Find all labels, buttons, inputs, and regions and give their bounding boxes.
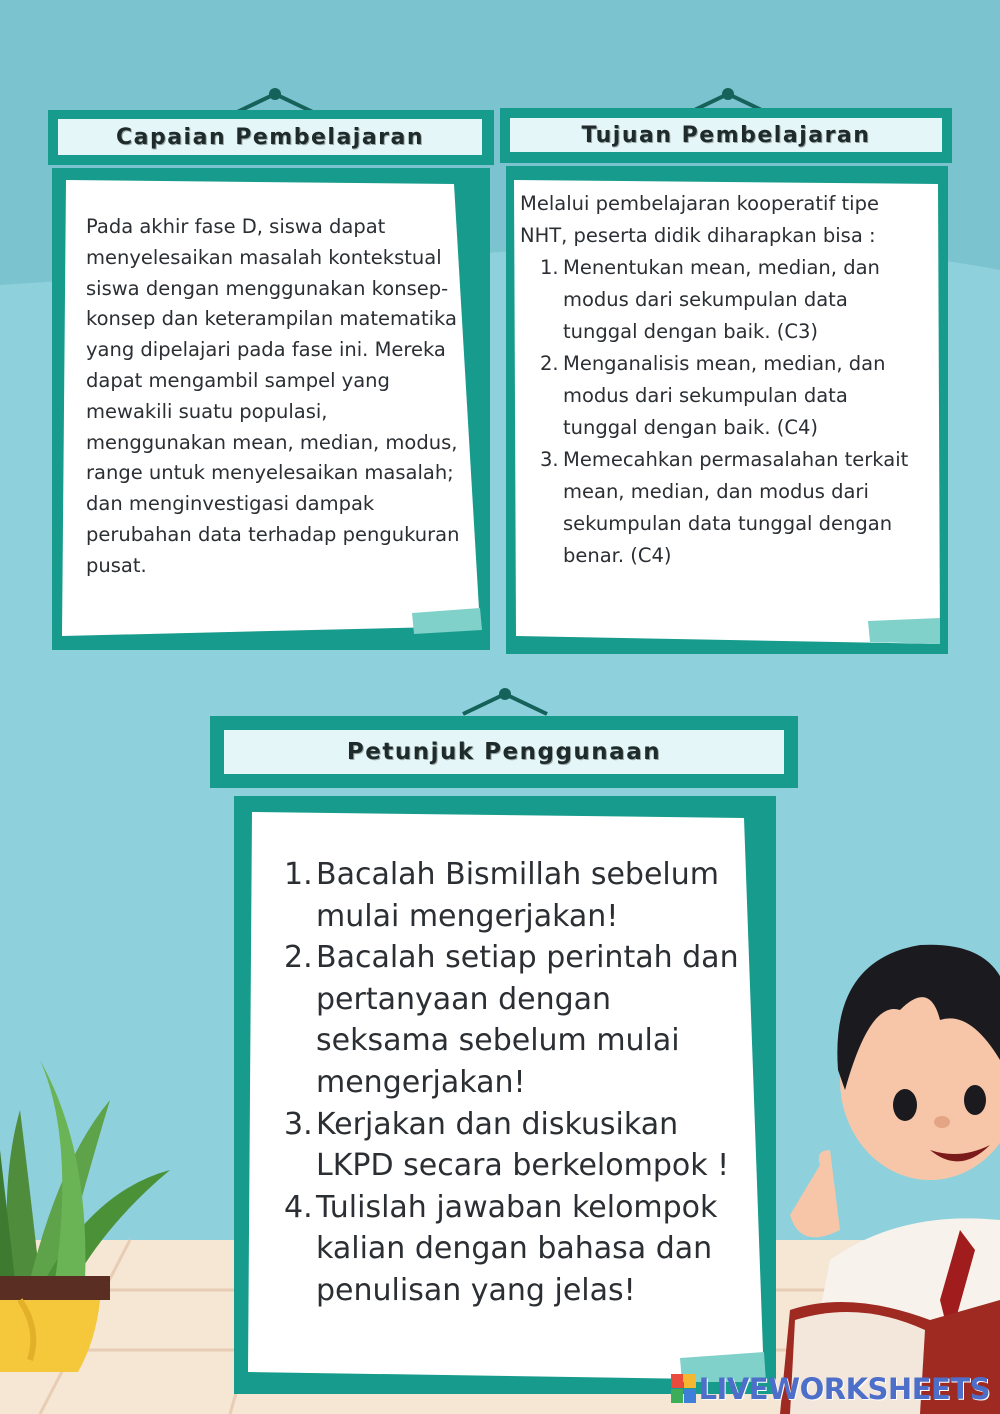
list-item-number: 4.: [284, 1189, 313, 1225]
capaian-title: Capaian Pembelajaran: [115, 124, 425, 150]
list-item: [284, 1104, 744, 1187]
capaian-body: Pada akhir fase D, siswa dapat menyelesaikan masalah kontekstual siswa dengan menggunakan konsep-konsep dan keterampilan matematika yang dipelajari pada fase ini. Mereka dapat mengambil sampel yang mewakili suatu populasi, menggunakan mean, median, modus, range untuk menyelesaikan masalah; dan menginvestigasi dampak perubahan data terhadap pengukuran pusat.: [86, 215, 460, 577]
list-item-text: Menentukan mean, median, dan modus dari sekumpulan data tunggal dengan baik. (C3): [563, 256, 880, 343]
list-item: [540, 252, 922, 348]
list-item-text: Bacalah Bismillah sebelum mulai mengerjakan!: [316, 857, 719, 934]
petunjuk-list: [284, 854, 744, 1312]
tujuan-intro: Melalui pembelajaran kooperatif tipe NHT, peserta didik diharapkan bisa :: [520, 192, 879, 247]
liveworksheets-watermark[interactable]: [671, 1372, 990, 1406]
petunjuk-title-bar: [210, 716, 798, 788]
petunjuk-title: Petunjuk Penggunaan: [346, 739, 662, 765]
list-item: [284, 1187, 744, 1312]
list-item-number: 3.: [284, 1106, 313, 1142]
list-item: [284, 937, 744, 1103]
capaian-board: [52, 168, 490, 650]
list-item-text: Memecahkan permasalahan terkait mean, median, dan modus dari sekumpulan data tunggal dengan benar. (C4): [563, 448, 909, 567]
list-item: [540, 444, 922, 572]
list-item-text: Tulislah jawaban kelompok kalian dengan bahasa dan penulisan yang jelas!: [316, 1189, 718, 1308]
list-item-number: 2.: [284, 940, 313, 976]
tujuan-title-bar: [500, 108, 952, 163]
tujuan-content: [520, 188, 922, 572]
list-item-text: Bacalah setiap perintah dan pertanyaan dengan seksama sebelum mulai mengerjakan!: [316, 940, 739, 1100]
list-item-number: 1.: [284, 857, 313, 892]
list-item-text: Menganalisis mean, median, dan modus dari sekumpulan data tunggal dengan baik. (C4): [563, 352, 886, 439]
list-item-text: Kerjakan dan diskusikan LKPD secara berkelompok !: [316, 1106, 730, 1184]
list-item-number: 2.: [540, 352, 559, 375]
liveworksheets-logo-icon: [671, 1374, 697, 1404]
list-item-number: 1.: [540, 256, 559, 279]
list-item: [284, 854, 744, 937]
liveworksheets-text: LIVEWORKSHEETS: [698, 1372, 990, 1406]
hanger-string: [455, 686, 555, 716]
tujuan-title: Tujuan Pembelajaran: [581, 122, 871, 148]
list-item-number: 3.: [540, 448, 559, 471]
list-item: [540, 348, 922, 444]
capaian-title-bar: [48, 110, 494, 165]
tujuan-list: [520, 252, 922, 572]
petunjuk-board: [234, 796, 776, 1394]
petunjuk-content: [284, 854, 744, 1312]
tujuan-board: [506, 166, 948, 654]
